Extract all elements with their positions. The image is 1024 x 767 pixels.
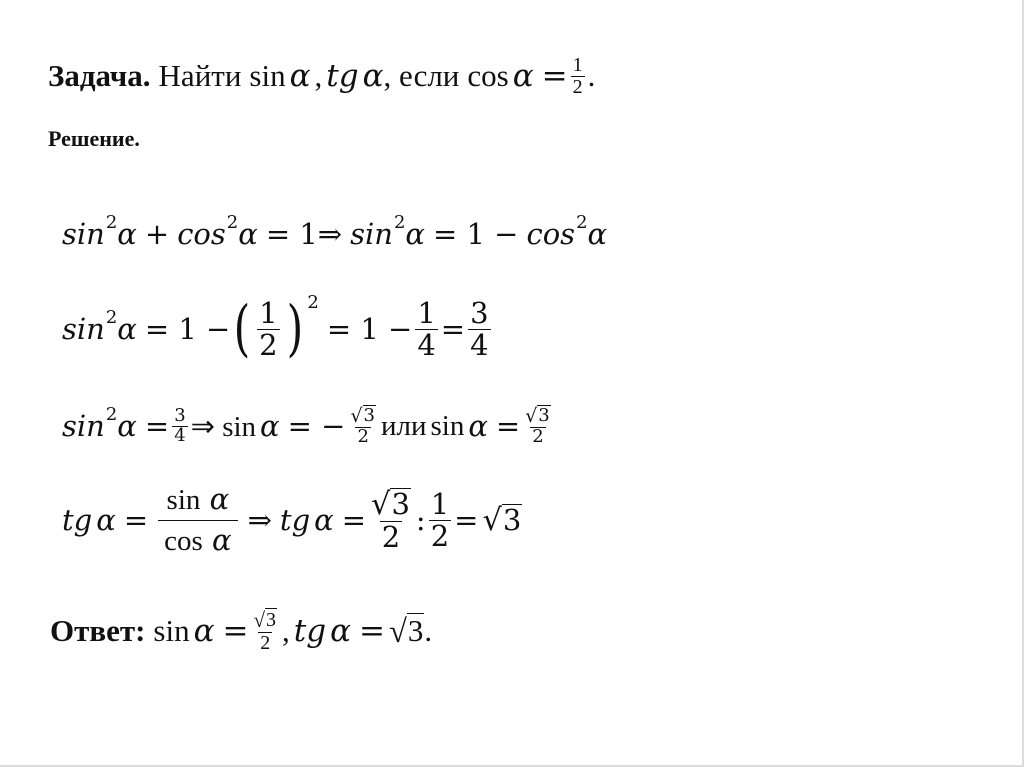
l1-sin: sin	[62, 217, 105, 251]
l4-equals-3: =	[454, 503, 479, 537]
l2-half-fraction	[257, 298, 279, 360]
task-equals: =	[541, 58, 568, 94]
l1-sup-2: 2	[226, 212, 239, 234]
answer-radicand-2: 3	[407, 613, 424, 649]
answer-radicand: 3	[266, 609, 277, 631]
l1-alpha-4: α	[587, 217, 608, 251]
answer-root	[389, 613, 424, 648]
l1-alpha-3: α	[405, 217, 425, 251]
l3-root-fraction	[348, 405, 378, 447]
l1-plus: +	[144, 217, 170, 251]
l1-sin-2: sin	[350, 217, 393, 251]
l2-half-den: 2	[259, 327, 278, 362]
l4-root-num	[369, 488, 413, 521]
answer-radical: √	[253, 608, 266, 632]
task-cos: cos	[467, 58, 509, 93]
l4-radicand: 3	[391, 486, 410, 521]
l4-sin-cos-fraction	[158, 484, 237, 556]
l1-eq-one-implies: = 1⇒	[265, 217, 343, 251]
l1-cos: cos	[177, 217, 226, 251]
l2-eq-one-minus-2: = 1 −	[326, 312, 413, 346]
l2-sin: sin	[62, 312, 105, 346]
l3-fraction-den: 4	[174, 424, 186, 446]
answer-tg: tg	[293, 613, 327, 649]
l2-quarter-fraction	[415, 298, 437, 360]
task-label: Задача.	[48, 58, 151, 93]
l4-den-alpha: α	[212, 522, 232, 557]
answer-radical-2: √	[389, 614, 407, 650]
task-alpha: α	[289, 58, 311, 94]
formula-line-1	[62, 212, 607, 256]
l2-eq-one-minus: = 1 −	[144, 312, 231, 346]
l3-radicand: 3	[363, 405, 375, 427]
l3-equals: =	[144, 409, 170, 443]
answer-sin: sin	[153, 613, 190, 648]
task-if-text: , если	[383, 58, 460, 93]
l3-sup: 2	[105, 404, 118, 426]
solution-heading	[48, 124, 140, 154]
formula-line-4	[62, 470, 522, 570]
task-find-text: Найти	[158, 58, 242, 93]
l2-equals: =	[440, 312, 466, 346]
l4-implies: ⇒	[247, 503, 272, 537]
answer-alpha: α	[193, 613, 215, 649]
l3-root-den: 2	[357, 425, 369, 447]
formula-line-3	[62, 390, 556, 462]
answer-line	[50, 596, 432, 666]
l4-result-root	[482, 504, 522, 537]
task-alpha-3: α	[512, 58, 534, 94]
solution-label: Решение.	[48, 126, 140, 151]
l2-left-paren: (	[233, 292, 251, 364]
answer-fraction-num	[252, 608, 280, 632]
l4-alpha: α	[96, 503, 116, 537]
task-sin: sin	[249, 58, 286, 93]
l4-radical: √	[371, 487, 391, 523]
l1-alpha: α	[117, 217, 137, 251]
l3-fraction	[172, 404, 187, 446]
l2-sup: 2	[105, 307, 118, 329]
task-comma: ,	[314, 58, 323, 93]
l3-root-fraction-2	[523, 405, 553, 447]
l2-result-fraction	[468, 298, 490, 360]
l4-equals-2: =	[341, 503, 367, 537]
l1-sup: 2	[105, 212, 118, 234]
l4-equals: =	[123, 503, 149, 537]
task-line	[48, 48, 595, 104]
l2-right-paren: )	[286, 292, 303, 364]
l3-fraction-num: 3	[174, 404, 186, 426]
l3-or-text: или	[380, 409, 427, 442]
l4-den-cos: cos	[164, 524, 203, 557]
l4-half-num: 1	[430, 487, 450, 522]
answer-equals: =	[222, 613, 249, 649]
task-dot: .	[587, 58, 596, 93]
l3-root-num	[348, 405, 378, 427]
l3-equals-2: =	[495, 409, 521, 443]
answer-alpha-2: α	[330, 613, 352, 649]
l4-num-sin: sin	[166, 484, 201, 517]
answer-equals-2: =	[359, 613, 386, 649]
l2-outer-sup: 2	[307, 291, 319, 313]
l3-alpha-2: α	[260, 409, 280, 443]
l1-alpha-2: α	[238, 217, 258, 251]
answer-comma: ,	[282, 613, 290, 648]
l2-alpha: α	[117, 312, 137, 346]
l4-half-fraction	[429, 489, 451, 551]
l3-root-num-2	[523, 405, 553, 427]
l4-den	[158, 520, 237, 556]
l4-tg: tg	[62, 503, 93, 537]
answer-label: Ответ:	[50, 613, 146, 648]
l1-eq-one-minus: = 1 −	[432, 217, 519, 251]
task-alpha-2: α	[362, 58, 384, 94]
l4-half-den: 2	[430, 518, 450, 553]
l3-root-den-2: 2	[532, 425, 544, 447]
l2-half-num: 1	[259, 296, 278, 331]
l4-radical-2: √	[482, 502, 502, 538]
l3-eq-minus: = −	[287, 409, 346, 443]
l2-quarter-den: 4	[417, 327, 436, 362]
l2-quarter-num: 1	[417, 296, 436, 331]
l4-num	[161, 484, 236, 519]
l4-tg-2: tg	[279, 503, 311, 537]
answer-dot: .	[424, 613, 433, 648]
task-tg: tg	[326, 58, 359, 94]
l4-root-den: 2	[381, 519, 401, 554]
l3-sin-2: sin	[430, 409, 465, 442]
task-fraction	[571, 55, 585, 98]
l3-sin: sin	[62, 409, 105, 443]
l3-radicand-2: 3	[538, 405, 550, 427]
l3-alpha-3: α	[468, 409, 488, 443]
answer-fraction	[252, 608, 280, 654]
l1-cos-2: cos	[526, 217, 576, 251]
l4-root-fraction	[369, 488, 413, 552]
l3-radical-2: √	[525, 405, 538, 428]
l3-radical: √	[350, 405, 363, 428]
l4-num-alpha: α	[209, 482, 230, 517]
l1-sup-3: 2	[393, 212, 406, 234]
l2-result-den: 4	[470, 327, 489, 362]
formula-line-2	[62, 274, 494, 384]
l4-radicand-2: 3	[502, 502, 522, 537]
l3-alpha: α	[117, 409, 137, 443]
answer-fraction-den: 2	[260, 632, 271, 654]
l1-sup-4: 2	[576, 212, 588, 234]
l4-alpha-2: α	[314, 503, 334, 537]
l2-result-num: 3	[470, 296, 489, 331]
task-fraction-num: 1	[572, 53, 583, 76]
l4-colon: :	[415, 503, 426, 537]
task-fraction-den: 2	[572, 75, 583, 98]
l3-implies-sin: ⇒ sin	[190, 410, 257, 443]
